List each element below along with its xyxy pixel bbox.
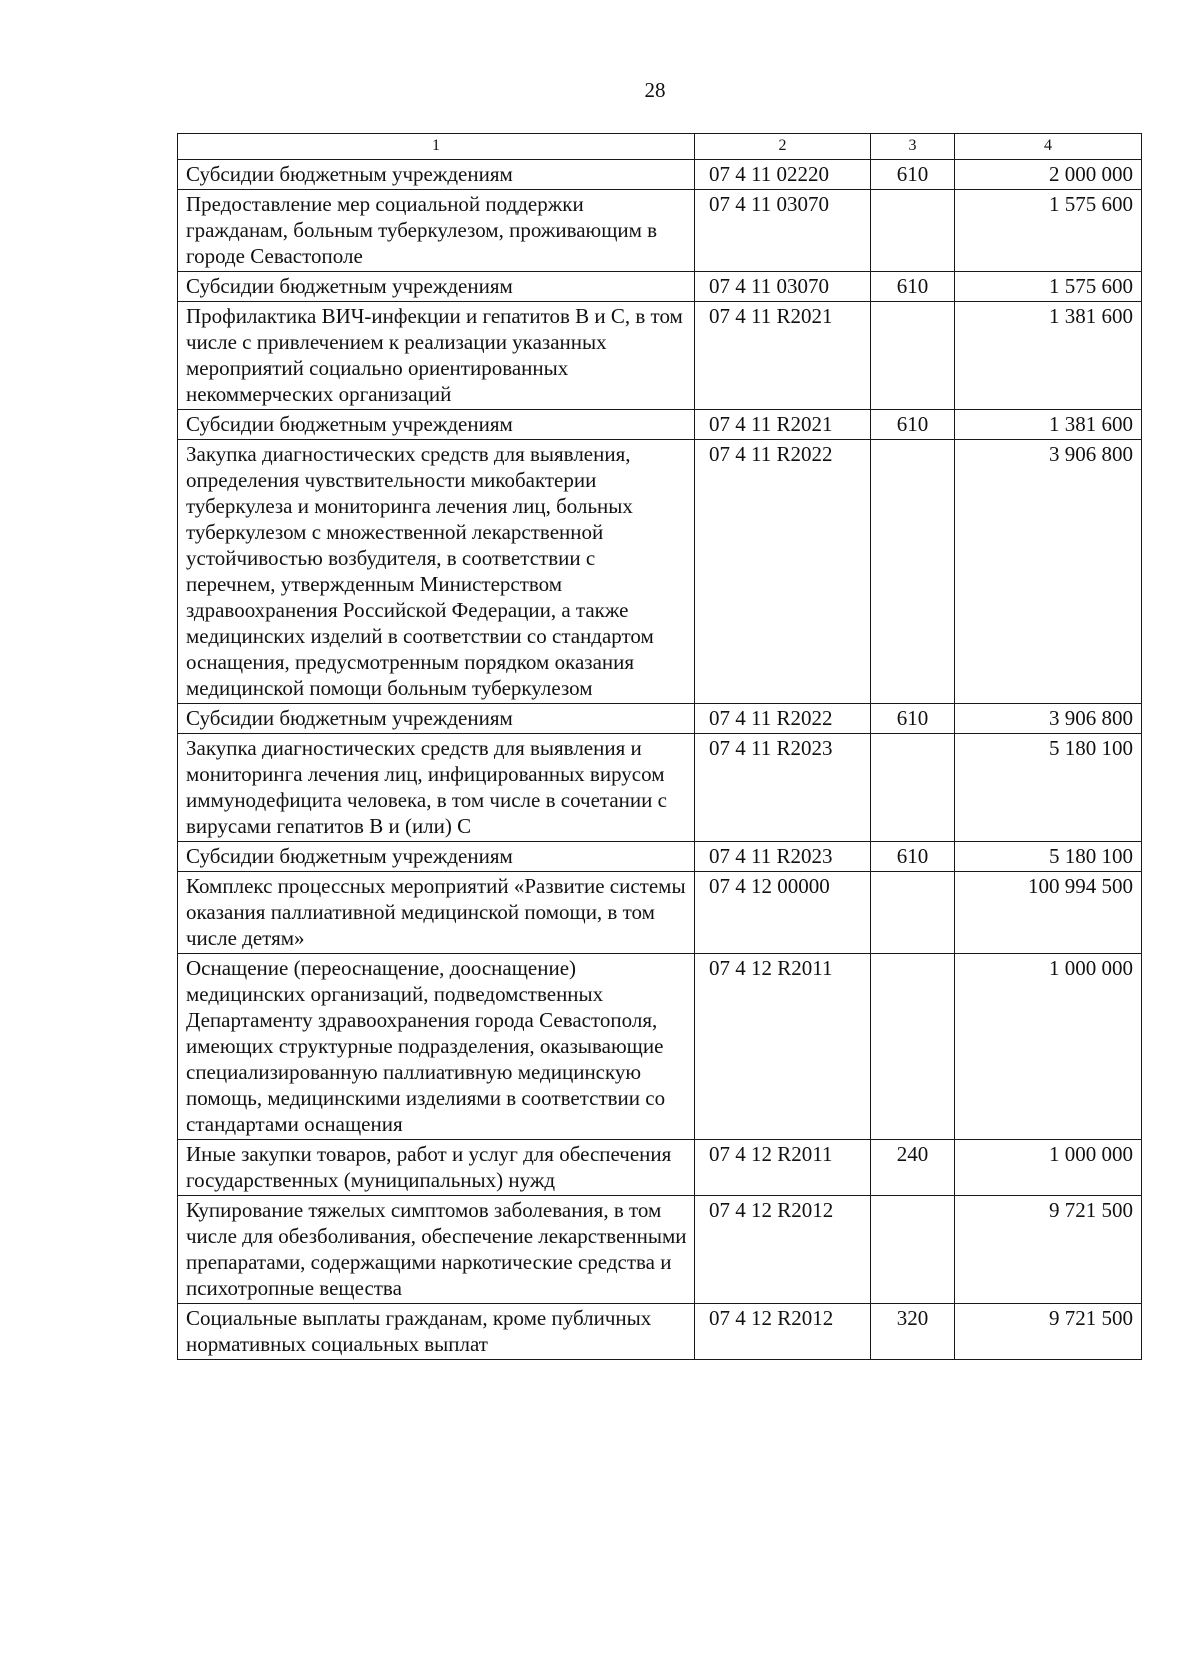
row-name-cell: Субсидии бюджетным учреждениям: [178, 272, 695, 302]
row-type-cell: [871, 440, 955, 704]
table-row: [178, 272, 1142, 302]
table-row: [178, 302, 1142, 410]
row-code-cell: 07 4 11 R2023: [695, 842, 871, 872]
row-sum-cell: 9 721 500: [955, 1196, 1142, 1304]
row-code-cell: 07 4 12 R2012: [695, 1196, 871, 1304]
row-sum-cell: 1 575 600: [955, 190, 1142, 272]
table-header-row: [178, 134, 1142, 160]
row-code-cell: 07 4 11 R2022: [695, 704, 871, 734]
row-name-cell: Закупка диагностических средств для выявления и мониторинга лечения лиц, инфицированных вирусом иммунодефицита человека, в том числе в сочетании с вирусами гепатитов B и (или) C: [178, 734, 695, 842]
row-name-cell: Субсидии бюджетным учреждениям: [178, 842, 695, 872]
row-sum-cell: 1 381 600: [955, 410, 1142, 440]
row-type-cell: 610: [871, 410, 955, 440]
row-type-cell: 610: [871, 272, 955, 302]
table-row: [178, 872, 1142, 954]
table-row: [178, 1304, 1142, 1360]
row-code-cell: 07 4 12 00000: [695, 872, 871, 954]
table-body: [178, 134, 1142, 1360]
table-row: [178, 704, 1142, 734]
table-row: [178, 440, 1142, 704]
row-name-cell: Субсидии бюджетным учреждениям: [178, 410, 695, 440]
row-code-cell: 07 4 11 R2022: [695, 440, 871, 704]
row-type-cell: [871, 872, 955, 954]
row-sum-cell: 5 180 100: [955, 734, 1142, 842]
row-type-cell: 610: [871, 842, 955, 872]
row-code-cell: 07 4 11 03070: [695, 190, 871, 272]
header-cell-2: 2: [695, 134, 871, 160]
row-sum-cell: 5 180 100: [955, 842, 1142, 872]
budget-table: [177, 133, 1142, 1360]
row-name-cell: Субсидии бюджетным учреждениям: [178, 160, 695, 190]
header-cell-4: 4: [955, 134, 1142, 160]
row-code-cell: 07 4 12 R2012: [695, 1304, 871, 1360]
table-row: [178, 954, 1142, 1140]
row-sum-cell: 9 721 500: [955, 1304, 1142, 1360]
row-sum-cell: 3 906 800: [955, 440, 1142, 704]
table-row: [178, 1140, 1142, 1196]
row-code-cell: 07 4 11 R2021: [695, 302, 871, 410]
row-name-cell: Профилактика ВИЧ-инфекции и гепатитов B и C, в том числе с привлечением к реализации указанных мероприятий социально ориентированных некоммерческих организаций: [178, 302, 695, 410]
row-sum-cell: 1 000 000: [955, 954, 1142, 1140]
row-code-cell: 07 4 12 R2011: [695, 1140, 871, 1196]
row-sum-cell: 1 381 600: [955, 302, 1142, 410]
row-name-cell: Субсидии бюджетным учреждениям: [178, 704, 695, 734]
row-code-cell: 07 4 11 R2021: [695, 410, 871, 440]
row-sum-cell: 1 000 000: [955, 1140, 1142, 1196]
table-row: [178, 190, 1142, 272]
row-name-cell: Иные закупки товаров, работ и услуг для обеспечения государственных (муниципальных) нужд: [178, 1140, 695, 1196]
table-row: [178, 410, 1142, 440]
header-cell-1: 1: [178, 134, 695, 160]
header-cell-3: 3: [871, 134, 955, 160]
page-number: 28: [644, 78, 666, 102]
row-name-cell: Купирование тяжелых симптомов заболевания, в том числе для обезболивания, обеспечение лекарственными препаратами, содержащими наркотические средства и психотропные вещества: [178, 1196, 695, 1304]
row-type-cell: [871, 190, 955, 272]
row-sum-cell: 1 575 600: [955, 272, 1142, 302]
row-type-cell: [871, 302, 955, 410]
row-sum-cell: 2 000 000: [955, 160, 1142, 190]
row-code-cell: 07 4 11 03070: [695, 272, 871, 302]
row-name-cell: Закупка диагностических средств для выявления, определения чувствительности микобактерии туберкулеза и мониторинга лечения лиц, больных туберкулезом с множественной лекарственной устойчивостью возбудителя, в соответствии с перечнем, утвержденным Министерством здравоохранения Российской Федерации, а также медицинских изделий в соответствии со стандартом оснащения, предусмотренным порядком оказания медицинской помощи больным туберкулезом: [178, 440, 695, 704]
row-type-cell: [871, 734, 955, 842]
row-type-cell: [871, 954, 955, 1140]
row-type-cell: 320: [871, 1304, 955, 1360]
row-type-cell: [871, 1196, 955, 1304]
table-row: [178, 842, 1142, 872]
row-name-cell: Социальные выплаты гражданам, кроме публичных нормативных социальных выплат: [178, 1304, 695, 1360]
table-row: [178, 734, 1142, 842]
row-name-cell: Комплекс процессных мероприятий «Развитие системы оказания паллиативной медицинской помощи, в том числе детям»: [178, 872, 695, 954]
row-sum-cell: 100 994 500: [955, 872, 1142, 954]
table-row: [178, 160, 1142, 190]
table-row: [178, 1196, 1142, 1304]
row-type-cell: 610: [871, 160, 955, 190]
row-code-cell: 07 4 12 R2011: [695, 954, 871, 1140]
row-sum-cell: 3 906 800: [955, 704, 1142, 734]
row-name-cell: Предоставление мер социальной поддержки гражданам, больным туберкулезом, проживающим в городе Севастополе: [178, 190, 695, 272]
row-name-cell: Оснащение (переоснащение, дооснащение) медицинских организаций, подведомственных Департаменту здравоохранения города Севастополя, имеющих структурные подразделения, оказывающие специализированную паллиативную медицинскую помощь, медицинскими изделиями в соответствии со стандартами оснащения: [178, 954, 695, 1140]
row-type-cell: 240: [871, 1140, 955, 1196]
row-code-cell: 07 4 11 R2023: [695, 734, 871, 842]
row-type-cell: 610: [871, 704, 955, 734]
row-code-cell: 07 4 11 02220: [695, 160, 871, 190]
